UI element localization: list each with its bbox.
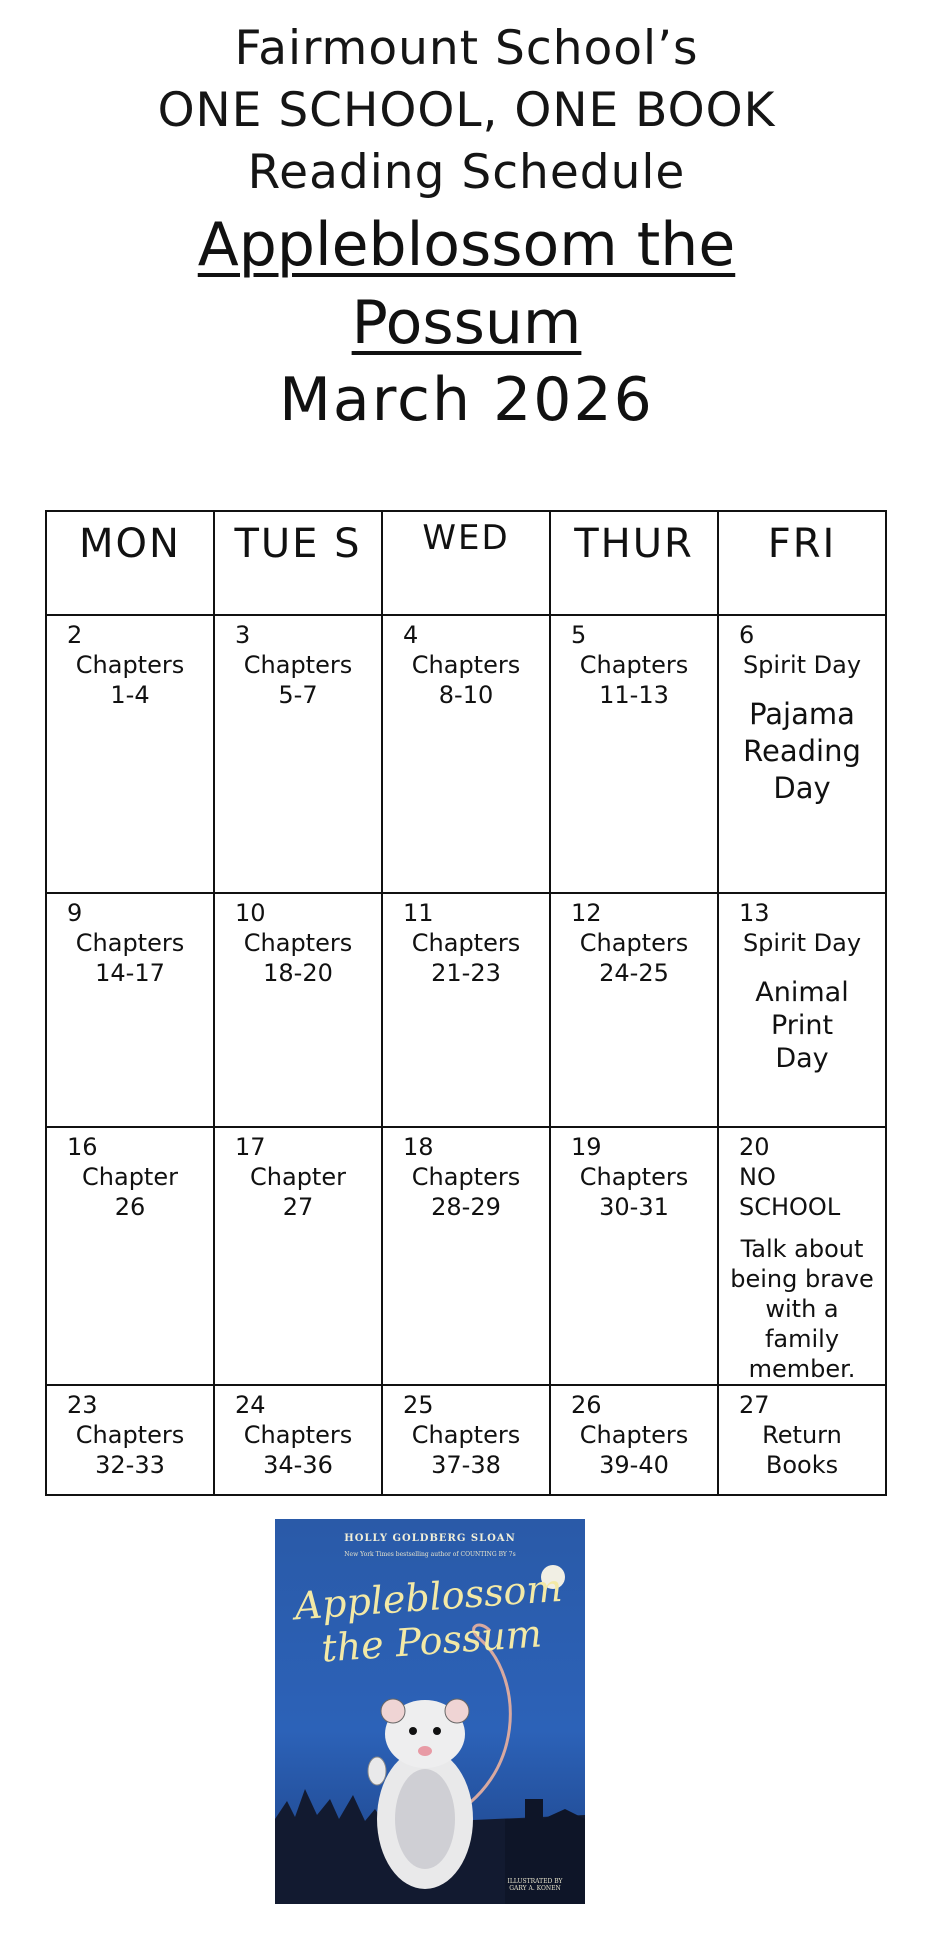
day-cell xyxy=(214,615,382,893)
reading-label: Chapters xyxy=(243,929,353,957)
day-number: 25 xyxy=(403,1391,434,1419)
day-cell xyxy=(718,1127,886,1385)
day-cell xyxy=(382,893,550,1127)
event-note: Animal Print Day xyxy=(755,977,849,1074)
day-cell xyxy=(718,615,886,893)
chapter-range: 28-29 xyxy=(431,1193,501,1221)
day-number: 9 xyxy=(67,899,83,927)
chapter-range: 5-7 xyxy=(278,681,318,709)
week-row xyxy=(46,1127,886,1385)
day-cell xyxy=(550,1385,718,1495)
chapter-range: 14-17 xyxy=(95,959,165,987)
day-cell xyxy=(382,615,550,893)
day-cell xyxy=(214,893,382,1127)
reading-label: Chapters xyxy=(411,1421,521,1449)
book-title: Appleblossom the Possum xyxy=(197,210,736,358)
day-cell xyxy=(46,1385,214,1495)
day-number: 24 xyxy=(235,1391,266,1419)
chapter-range: 34-36 xyxy=(263,1451,333,1479)
weekday-mon: MON xyxy=(46,511,214,615)
cover-tagline: New York Times bestselling author of COUNTING BY 7s xyxy=(344,1551,516,1558)
chapter-range: 26 xyxy=(114,1193,146,1221)
chapter-range: 11-13 xyxy=(599,681,669,709)
reading-calendar xyxy=(45,510,887,1496)
day-number: 4 xyxy=(403,621,419,649)
chapter-range: 30-31 xyxy=(599,1193,669,1221)
event-label-line2: Books xyxy=(765,1451,839,1479)
reading-label: Chapters xyxy=(75,1421,185,1449)
reading-label: Chapters xyxy=(579,1163,689,1191)
day-number: 19 xyxy=(571,1133,602,1161)
chapter-range: 18-20 xyxy=(263,959,333,987)
chapter-range: 37-38 xyxy=(431,1451,501,1479)
cover-illustrator: ILLUSTRATED BY GARY A. KONEN xyxy=(507,1878,563,1892)
day-number: 13 xyxy=(739,899,770,927)
day-cell xyxy=(46,893,214,1127)
day-cell xyxy=(718,1385,886,1495)
reading-label: Chapters xyxy=(579,651,689,679)
reading-label: Chapters xyxy=(243,1421,353,1449)
reading-label: Chapters xyxy=(243,651,353,679)
day-cell xyxy=(382,1385,550,1495)
day-cell xyxy=(550,1127,718,1385)
day-cell xyxy=(46,615,214,893)
chapter-range: 1-4 xyxy=(110,681,150,709)
event-note: Pajama Reading Day xyxy=(743,697,861,805)
page-header xyxy=(0,18,933,440)
day-cell xyxy=(550,615,718,893)
chapter-range: 27 xyxy=(282,1193,314,1221)
program-name: ONE SCHOOL, ONE BOOK xyxy=(157,83,776,138)
day-number: 3 xyxy=(235,621,251,649)
day-cell xyxy=(214,1385,382,1495)
day-cell xyxy=(550,893,718,1127)
day-number: 20 xyxy=(739,1133,770,1161)
day-cell xyxy=(46,1127,214,1385)
reading-label: Chapter xyxy=(250,1163,346,1191)
day-number: 17 xyxy=(235,1133,266,1161)
reading-label: Chapters xyxy=(579,929,689,957)
reading-label: Chapters xyxy=(411,1163,521,1191)
day-number: 27 xyxy=(739,1391,770,1419)
day-number: 26 xyxy=(571,1391,602,1419)
cover-title: Appleblossom the Possum xyxy=(293,1565,564,1671)
day-number: 18 xyxy=(403,1133,434,1161)
reading-label: Chapters xyxy=(411,651,521,679)
event-label: Spirit Day xyxy=(742,929,862,957)
weekday-wed: WED xyxy=(382,511,550,615)
chapter-range: 8-10 xyxy=(438,681,494,709)
reading-label: Chapters xyxy=(411,929,521,957)
day-number: 6 xyxy=(739,621,755,649)
day-number: 10 xyxy=(235,899,266,927)
chapter-range: 21-23 xyxy=(431,959,501,987)
day-cell xyxy=(718,893,886,1127)
reading-label: Chapters xyxy=(75,929,185,957)
book-cover-image xyxy=(275,1519,585,1904)
day-cell xyxy=(214,1127,382,1385)
day-number: 11 xyxy=(403,899,434,927)
day-number: 2 xyxy=(67,621,83,649)
event-note: Talk about being brave with a family member. xyxy=(730,1235,874,1383)
schedule-heading: Reading Schedule xyxy=(247,145,686,200)
event-label: NO SCHOOL xyxy=(739,1163,841,1221)
day-number: 12 xyxy=(571,899,602,927)
weekday-tue: TUE S xyxy=(214,511,382,615)
week-row xyxy=(46,615,886,893)
weekday-thur: THUR xyxy=(550,511,718,615)
reading-label: Chapter xyxy=(82,1163,178,1191)
week-row xyxy=(46,893,886,1127)
day-number: 23 xyxy=(67,1391,98,1419)
chapter-range: 39-40 xyxy=(599,1451,669,1479)
reading-label: Chapters xyxy=(75,651,185,679)
event-label: Return xyxy=(762,1421,842,1449)
day-cell xyxy=(382,1127,550,1385)
day-number: 5 xyxy=(571,621,587,649)
schedule-month: March 2026 xyxy=(279,365,654,435)
weekday-header-row xyxy=(46,511,886,615)
chapter-range: 24-25 xyxy=(599,959,669,987)
reading-label: Chapters xyxy=(579,1421,689,1449)
day-number: 16 xyxy=(67,1133,98,1161)
event-label: Spirit Day xyxy=(742,651,862,679)
week-row xyxy=(46,1385,886,1495)
cover-author: HOLLY GOLDBERG SLOAN xyxy=(344,1533,516,1544)
chapter-range: 32-33 xyxy=(95,1451,165,1479)
school-name: Fairmount School’s xyxy=(234,21,699,76)
weekday-fri: FRI xyxy=(718,511,886,615)
